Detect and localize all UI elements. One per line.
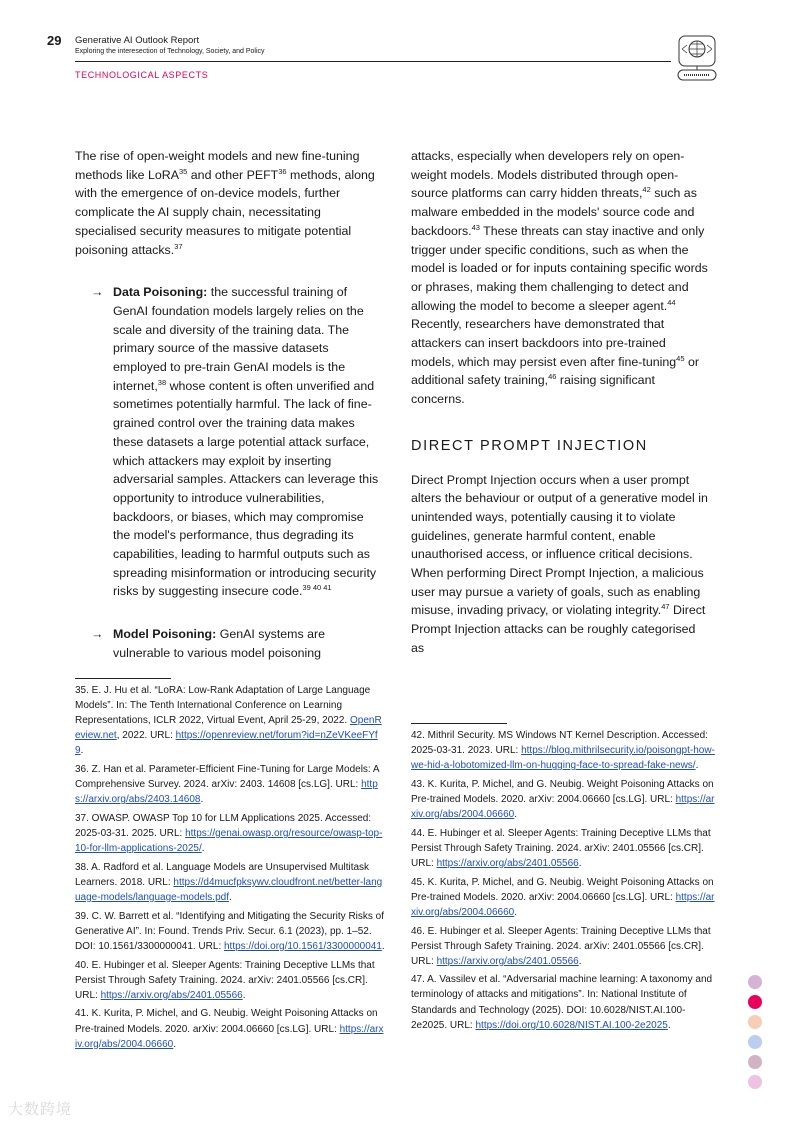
reference-link[interactable]: https://openreview.net/forum?id=nZeVKeeFYf9 — [75, 730, 378, 757]
footnote-ref[interactable]: 43 — [471, 222, 480, 232]
text-run: . — [173, 1038, 177, 1050]
reference-link[interactable]: https://blog.mithrilsecurity.io/poisongpt-how-we-hid-a-lobotomized-llm-on-hugging-face-to-spread-fake-news/ — [411, 745, 715, 772]
text-run: 37. OWASP. OWASP Top 10 for LLM Applications 2025. Accessed: 2025-03-31. 2025. URL: — [75, 812, 372, 840]
text-run: . — [667, 1019, 671, 1031]
footnote-ref[interactable]: 42 — [642, 185, 651, 195]
text-run: the successful training of GenAI foundation models largely relies on the scale and diversity of the training data. The primary source of the massive datasets employed to pre-train GenAI models is the internet, — [113, 285, 364, 393]
footnote-ref[interactable]: 44 — [667, 297, 676, 307]
footnote — [75, 958, 385, 1003]
footnotes-left — [75, 683, 385, 1052]
paragraph — [75, 147, 380, 259]
report-title: Generative AI Outlook Report — [75, 35, 200, 46]
globe-chip-icon — [674, 34, 720, 82]
reference-link[interactable]: https://arxiv.org/abs/2004.06660 — [411, 793, 715, 821]
footnote — [75, 683, 385, 758]
text-run: Direct Prompt Injection occurs when a user prompt alters the behaviour or output of a generative model in unintended ways, potentially causing it to violate guidelines, generate harmful content, enable unauthorised access, or influence critical decisions. When performing Direct Prompt Injection, a malicious user may pursue a variety of goals, such as enabling misuse, invading privacy, or violating integrity. — [411, 472, 708, 618]
text-run: . — [242, 989, 246, 1001]
bullet-item — [75, 625, 380, 662]
footnote-ref[interactable]: 47 — [661, 602, 670, 612]
right-column — [411, 147, 711, 715]
text-run: . — [514, 809, 518, 821]
text-run: . — [578, 955, 582, 967]
bullet-item — [75, 283, 380, 601]
text-run: such as malware embedded in the models' source code and backdoors. — [411, 186, 697, 238]
reference-link[interactable]: https://arxiv.org/abs/2403.14608 — [75, 779, 378, 806]
decorative-dot — [748, 1055, 762, 1069]
reference-link[interactable]: https://doi.org/10.6028/NIST.AI.100-2e2025 — [475, 1019, 668, 1031]
text-run: Direct Prompt Injection attacks can be roughly categorised as — [411, 603, 706, 655]
bullet-term: Data Poisoning: — [113, 285, 208, 300]
text-run: 43. K. Kurita, P. Michel, and G. Neubig. Weight Poisoning Attacks on Pre-trained Models. 2020. arXiv: 2004.06660 [cs.LG]. URL: — [411, 778, 714, 805]
text-run: 38. A. Radford et al. Language Models are Unsupervised Multitask Learners. 2018. URL: — [75, 861, 370, 888]
paragraph — [411, 147, 711, 409]
decorative-dot — [748, 1075, 762, 1089]
footnote-rule — [75, 678, 171, 679]
text-run: . — [695, 760, 699, 772]
arrow-icon: → — [91, 627, 104, 642]
text-run: 45. K. Kurita, P. Michel, and G. Neubig. Weight Poisoning Attacks on Pre-trained Models. 2020. arXiv: 2004.06660 [cs.LG]. URL: — [411, 876, 714, 903]
text-run: raising significant concerns. — [411, 373, 655, 407]
footnote — [411, 728, 719, 773]
page-number: 29 — [47, 33, 62, 48]
footnote — [411, 777, 719, 822]
footnote — [75, 762, 385, 807]
text-run: or additional safety training, — [411, 354, 699, 388]
header-rule — [75, 61, 671, 62]
footnote — [75, 860, 385, 905]
footnote-ref[interactable]: 37 — [174, 241, 183, 251]
text-run: , 2022. URL: — [116, 730, 176, 742]
text-run: attacks, especially when developers rely on open-weight models. Models distributed through open-source platforms can carry hidden threats, — [411, 149, 685, 201]
text-run: The rise of open-weight models and new fine-tuning methods like LoRA — [75, 149, 360, 182]
watermark: 大数跨境 — [8, 1101, 73, 1118]
reference-link[interactable]: https://arxiv.org/abs/2004.06660 — [411, 891, 715, 918]
footnote — [75, 811, 385, 856]
left-column-wrap — [75, 147, 385, 1055]
paragraph — [411, 471, 711, 658]
left-column — [75, 147, 380, 670]
footnote-rule — [411, 723, 507, 724]
text-run: methods, along with the emergence of on-device models, further complicate the AI supply chain, necessitating specialised security measures to mitigate potential poisoning attacks. — [75, 167, 375, 257]
text-run: 42. Mithril Security. MS Windows NT Kernel Description. Accessed: 2025-03-31. 2023. URL: — [411, 730, 708, 757]
report-subtitle: Exploring the interesection of Technology, Society, and Policy — [75, 48, 265, 55]
right-column-wrap — [411, 147, 719, 1036]
decorative-dot — [748, 1015, 762, 1029]
footnote-ref[interactable]: 46 — [548, 372, 557, 382]
text-run: GenAI systems are vulnerable to various model poisoning — [113, 627, 326, 660]
text-run: 35. E. J. Hu et al. “LoRA: Low-Rank Adaptation of Large Language Models”. In: The Tenth International Conference on Learning Representations, ICLR 2022, Virtual Event, April 25-29, 2022. — [75, 685, 371, 727]
side-dots — [748, 975, 762, 1095]
text-run: 44. E. Hubinger et al. Sleeper Agents: Training Deceptive LLMs that Persist Through Safety Training. 2024. arXiv: 2401.05566 [cs.CR]. URL: — [411, 827, 711, 869]
text-run: . — [578, 857, 582, 869]
footnote — [411, 875, 719, 920]
text-run: These threats can stay inactive and only trigger under specific conditions, such as when the model is loaded or for inputs containing specific words or phrases, making them challenging to detect and allowing the model to become a sleeper agent. — [411, 223, 708, 313]
footnote — [75, 1006, 385, 1051]
text-run: DIRECT PROMPT INJECTION — [411, 437, 648, 454]
reference-link[interactable]: OpenReview.net — [75, 715, 382, 742]
text-run: . — [229, 892, 232, 903]
text-run: 40. E. Hubinger et al. Sleeper Agents: Training Deceptive LLMs that Persist Through Safety Training. 2024. arXiv: 2401.05566 [cs.CR]. URL: — [75, 959, 375, 1001]
text-run: Recently, researchers have demonstrated that attackers can insert backdoors into pre-trained models, which may persist even after fine-tuning — [411, 317, 677, 369]
footnote-ref[interactable]: 38 — [157, 377, 167, 387]
text-run: 46. E. Hubinger et al. Sleeper Agents: Training Deceptive LLMs that Persist Through Safety Training. 2024. arXiv: 2401.05566 [cs.CR]. URL: — [411, 925, 711, 967]
decorative-dot — [748, 995, 762, 1009]
arrow-icon: → — [91, 285, 104, 300]
running-title — [75, 35, 265, 57]
text-run: and other PEFT — [187, 167, 279, 182]
footnote-ref[interactable]: 39 40 41 — [302, 583, 332, 593]
text-run: 36. Z. Han et al. Parameter-Efficient Fine-Tuning for Large Models: A Comprehensive Survey. 2024. arXiv: 2403. 14608 [cs.LG]. URL: — [75, 764, 380, 791]
reference-link[interactable]: https://arxiv.org/abs/2401.05566 — [436, 955, 579, 967]
text-run: . — [200, 794, 204, 806]
footnote — [411, 924, 719, 969]
text-run: . — [80, 745, 84, 757]
reference-link[interactable]: https://doi.org/10.1561/3300000041 — [224, 940, 382, 952]
reference-link[interactable]: https://arxiv.org/abs/2401.05566 — [100, 989, 243, 1001]
text-run: 41. K. Kurita, P. Michel, and G. Neubig. Weight Poisoning Attacks on Pre-trained Models. 2020. arXiv: 2004.06660 [cs.LG]. URL: — [75, 1008, 378, 1035]
text-run: whose content is often unverified and sometimes potentially harmful. The lack of fine-grained control over the training data makes these datasets a large potential attack surface, which attackers may exploit by inserting adversarial samples. Attackers can leverage this opportunity to introduce vulnerabilities, backdoors, or biases, which may compromise the model's performance, thus degrading its capabilities, leading to harmful outputs such as spreading misinformation or introducing security risks by suggesting insecure code. — [113, 378, 379, 599]
reference-link[interactable]: https://arxiv.org/abs/2004.06660 — [75, 1023, 384, 1050]
reference-link[interactable]: https://arxiv.org/abs/2401.05566 — [436, 857, 579, 869]
decorative-dot — [748, 1035, 762, 1049]
section-heading — [411, 437, 711, 456]
footnote — [75, 909, 385, 954]
footnote — [411, 826, 719, 871]
footnote — [411, 972, 719, 1032]
footnote-ref[interactable]: 45 — [676, 353, 685, 363]
decorative-dot — [748, 975, 762, 989]
bullet-term: Model Poisoning: — [113, 627, 217, 642]
footnote-ref[interactable]: 36 — [278, 166, 287, 176]
text-run: . — [381, 940, 385, 952]
footnotes-right — [411, 728, 719, 1033]
section-label: TECHNOLOGICAL ASPECTS — [75, 70, 209, 80]
reference-link[interactable]: https://d4mucfpksywv.cloudfront.net/better-language-models/language-models.pdf — [75, 876, 383, 903]
text-run: 47. A. Vassilev et al. “Adversarial machine learning: A taxonomy and terminology of attacks and mitigations”. In: National Institute of Standards and Technology (2025). DOI: 10.6028/NIST.AI.100-2e2025. URL: — [411, 974, 713, 1031]
reference-link[interactable]: https://genai.owasp.org/resource/owasp-top-10-for-llm-applications-2025/ — [75, 828, 383, 855]
text-run: 39. C. W. Barrett et al. “Identifying and Mitigating the Security Risks of Generative AI”. In: Found. Trends Priv. Secur. 6.1 (2023), pp. 1–52. DOI: 10.1561/3300000041. URL: — [75, 910, 385, 952]
footnote-ref[interactable]: 35 — [179, 166, 188, 176]
text-run: . — [514, 906, 518, 918]
text-run: . — [201, 843, 205, 855]
